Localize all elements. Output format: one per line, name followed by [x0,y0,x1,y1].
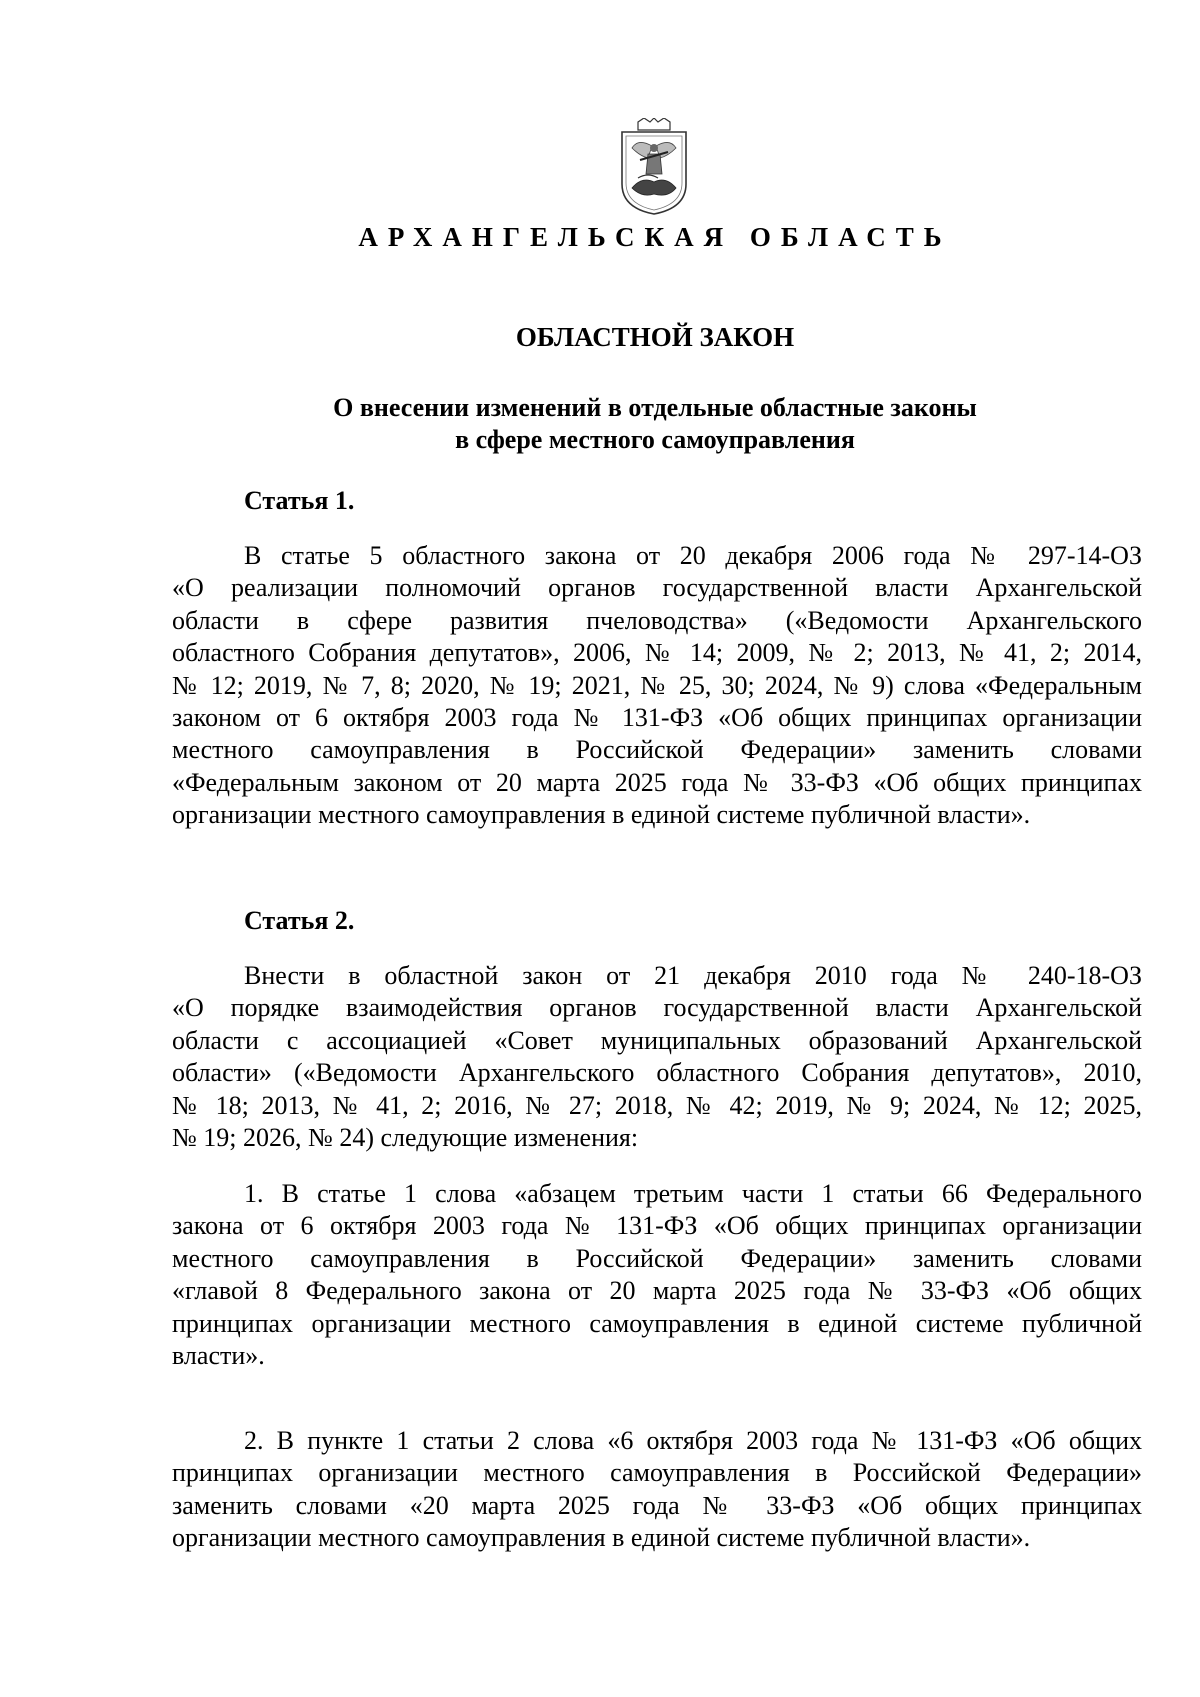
article-1-text [172,540,1142,832]
article-1-heading: Статья 1. [244,486,355,515]
text-line: 1. В статье 1 слова «абзацем третьим части 1 статьи 66 Федерального [244,1179,1142,1208]
law-title-line: О внесении изменений в отдельные областные законы [333,393,977,422]
law-title-line: в сфере местного самоуправления [455,425,855,454]
text-line: «О реализации полномочий органов государственной власти Архангельской [172,573,1142,603]
text-line: закона от 6 октября 2003 года № 131-ФЗ «Об общих принципах организации [172,1211,1142,1241]
text-line: области в сфере развития пчеловодства» («Ведомости Архангельского [172,605,1142,635]
text-line: организации местного самоуправления в единой системе публичной власти». [172,1523,1031,1553]
text-line: местного самоуправления в Российской Федерации» заменить словами [172,735,1142,765]
article-2-intro [172,960,1142,1154]
law-type: ОБЛАСТНОЙ ЗАКОН [515,322,795,352]
text-line: № 12; 2019, № 7, 8; 2020, № 19; 2021, № 25, 30; 2024, № 9) слова «Федеральным [172,670,1142,700]
text-line: области с ассоциацией «Совет муниципальных образований Архангельской [172,1025,1142,1055]
text-line: областного Собрания депутатов», 2006, № 14; 2009, № 2; 2013, № 41, 2; 2014, [172,638,1142,668]
law-title [0,392,1200,456]
article-2-item-1 [172,1178,1142,1372]
text-line: законом от 6 октября 2003 года № 131-ФЗ «Об общих принципах организации [172,703,1142,733]
text-line: принципах организации местного самоуправления в единой системе публичной [172,1308,1142,1338]
article-2-heading: Статья 2. [244,906,355,935]
coat-of-arms-icon [618,118,690,216]
text-line: № 18; 2013, № 41, 2; 2016, № 27; 2018, № 42; 2019, № 9; 2024, № 12; 2025, [172,1090,1142,1120]
text-line: власти». [172,1341,265,1371]
region-name: АРХАНГЕЛЬСКАЯ ОБЛАСТЬ [358,222,952,252]
text-line: № 19; 2026, № 24) следующие изменения: [172,1123,639,1153]
text-line: «О порядке взаимодействия органов государственной власти Архангельской [172,993,1142,1023]
text-line: «Федеральным законом от 20 марта 2025 года № 33-ФЗ «Об общих принципах [172,767,1142,797]
text-line: В статье 5 областного закона от 20 декабря 2006 года № 297-14-ОЗ [244,541,1142,570]
text-line: области» («Ведомости Архангельского областного Собрания депутатов», 2010, [172,1058,1142,1088]
text-line: заменить словами «20 марта 2025 года № 33-ФЗ «Об общих принципах [172,1490,1142,1520]
text-line: организации местного самоуправления в единой системе публичной власти». [172,800,1031,830]
text-line: «главой 8 Федерального закона от 20 марта 2025 года № 33-ФЗ «Об общих [172,1276,1142,1306]
article-2-item-2 [172,1425,1142,1555]
text-line: 2. В пункте 1 статьи 2 слова «6 октября 2003 года № 131-ФЗ «Об общих [244,1426,1142,1455]
text-line: принципах организации местного самоуправления в Российской Федерации» [172,1458,1142,1488]
text-line: Внести в областной закон от 21 декабря 2010 года № 240-18-ОЗ [244,961,1142,990]
text-line: местного самоуправления в Российской Федерации» заменить словами [172,1243,1142,1273]
